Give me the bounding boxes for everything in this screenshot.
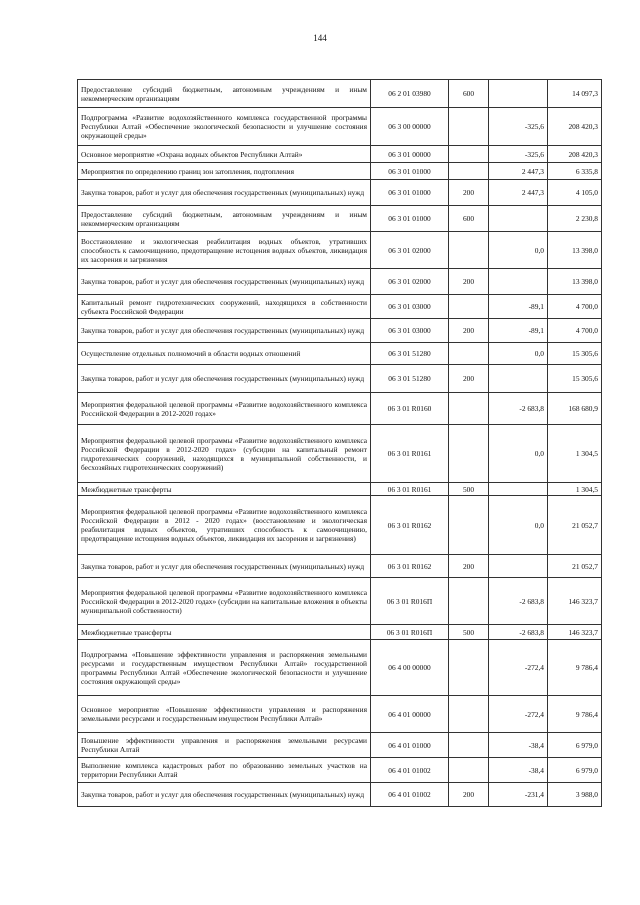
row-total-cell: 168 680,9 (548, 393, 602, 425)
table-row (78, 758, 602, 783)
row-code-cell: 06 4 00 00000 (371, 640, 449, 696)
row-name-cell: Основное мероприятие «Охрана водных объектов Республики Алтай» (78, 146, 371, 163)
row-name-cell: Основное мероприятие «Повышение эффективности управления и распоряжения земельными ресурсами и государственным имуществом Республики Алтай» (78, 696, 371, 733)
row-code-cell: 06 4 01 01002 (371, 758, 449, 783)
table-row (78, 425, 602, 483)
row-name-cell: Мероприятия федеральной целевой программы «Развитие водохозяйственного комплекса Российской Федерации в 2012-2020 годах» (субсидии на капитальный ремонт гидротехнических сооружений, находящихся в муниципальной собственности, и бесхозяйных гидротехнических сооружений) (78, 425, 371, 483)
row-total-cell: 15 305,6 (548, 343, 602, 365)
row-change-cell: -89,1 (489, 295, 548, 319)
table-row (78, 496, 602, 555)
table-row (78, 206, 602, 232)
row-code-cell: 06 4 01 00000 (371, 696, 449, 733)
row-code-cell: 06 3 01 R0161 (371, 425, 449, 483)
row-change-cell (489, 80, 548, 108)
table-row (78, 343, 602, 365)
row-code-cell: 06 3 01 03000 (371, 295, 449, 319)
row-total-cell: 4 700,0 (548, 319, 602, 343)
row-code-cell: 06 3 01 00000 (371, 146, 449, 163)
row-type-cell: 200 (449, 269, 489, 295)
table-row (78, 232, 602, 269)
row-name-cell: Закупка товаров, работ и услуг для обеспечения государственных (муниципальных) нужд (78, 365, 371, 393)
row-change-cell: -325,6 (489, 108, 548, 146)
row-change-cell: -231,4 (489, 783, 548, 807)
row-code-cell: 06 3 01 R0161 (371, 483, 449, 496)
row-name-cell: Закупка товаров, работ и услуг для обеспечения государственных (муниципальных) нужд (78, 269, 371, 295)
row-name-cell: Межбюджетные трансферты (78, 483, 371, 496)
budget-table-body (78, 80, 602, 807)
row-total-cell: 6 979,0 (548, 758, 602, 783)
row-code-cell: 06 2 01 03980 (371, 80, 449, 108)
row-total-cell: 146 323,7 (548, 578, 602, 625)
table-row (78, 180, 602, 206)
table-row (78, 578, 602, 625)
row-type-cell (449, 393, 489, 425)
row-type-cell (449, 108, 489, 146)
row-name-cell: Закупка товаров, работ и услуг для обеспечения государственных (муниципальных) нужд (78, 555, 371, 578)
row-total-cell: 9 786,4 (548, 696, 602, 733)
row-change-cell: -325,6 (489, 146, 548, 163)
row-code-cell: 06 4 01 01000 (371, 733, 449, 758)
row-name-cell: Закупка товаров, работ и услуг для обеспечения государственных (муниципальных) нужд (78, 180, 371, 206)
row-type-cell: 500 (449, 625, 489, 640)
row-code-cell: 06 3 01 02000 (371, 232, 449, 269)
row-type-cell (449, 496, 489, 555)
row-code-cell: 06 3 01 R0160 (371, 393, 449, 425)
row-code-cell: 06 3 01 02000 (371, 269, 449, 295)
row-total-cell: 21 052,7 (548, 555, 602, 578)
row-name-cell: Мероприятия федеральной целевой программы «Развитие водохозяйственного комплекса Российской Федерации в 2012 - 2020 годах» (восстановление и экологическая реабилитация водных объектов, утративших способность к самоочищению, предотвращение истощения водных объектов, ликвидация их засорения и загрязнения) (78, 496, 371, 555)
row-code-cell: 06 3 01 R016П (371, 625, 449, 640)
row-name-cell: Выполнение комплекса кадастровых работ по образованию земельных участков на территории Республики Алтай (78, 758, 371, 783)
row-name-cell: Осуществление отдельных полномочий в области водных отношений (78, 343, 371, 365)
table-row (78, 319, 602, 343)
table-row (78, 365, 602, 393)
table-row (78, 80, 602, 108)
row-total-cell: 14 097,3 (548, 80, 602, 108)
row-name-cell: Повышение эффективности управления и распоряжения земельными ресурсами Республики Алтай (78, 733, 371, 758)
row-total-cell: 1 304,5 (548, 425, 602, 483)
row-change-cell: 0,0 (489, 425, 548, 483)
row-change-cell (489, 269, 548, 295)
table-row (78, 783, 602, 807)
row-type-cell (449, 696, 489, 733)
row-change-cell (489, 555, 548, 578)
row-total-cell: 9 786,4 (548, 640, 602, 696)
row-code-cell: 06 4 01 01002 (371, 783, 449, 807)
row-change-cell: -272,4 (489, 696, 548, 733)
row-type-cell: 500 (449, 483, 489, 496)
row-code-cell: 06 3 01 01000 (371, 163, 449, 180)
row-change-cell: -2 683,8 (489, 625, 548, 640)
row-code-cell: 06 3 01 R0162 (371, 496, 449, 555)
row-code-cell: 06 3 01 R0162 (371, 555, 449, 578)
row-type-cell (449, 146, 489, 163)
row-code-cell: 06 3 01 01000 (371, 206, 449, 232)
row-total-cell: 208 420,3 (548, 108, 602, 146)
row-type-cell (449, 640, 489, 696)
row-code-cell: 06 3 01 01000 (371, 180, 449, 206)
row-change-cell: -272,4 (489, 640, 548, 696)
table-row (78, 483, 602, 496)
row-code-cell: 06 3 01 R016П (371, 578, 449, 625)
row-change-cell: 0,0 (489, 343, 548, 365)
row-change-cell: 2 447,3 (489, 163, 548, 180)
page-number: 144 (313, 33, 327, 43)
row-total-cell: 15 305,6 (548, 365, 602, 393)
row-change-cell: -89,1 (489, 319, 548, 343)
row-change-cell: 0,0 (489, 232, 548, 269)
row-change-cell: -38,4 (489, 733, 548, 758)
table-row (78, 295, 602, 319)
row-total-cell: 3 988,0 (548, 783, 602, 807)
table-row (78, 269, 602, 295)
table-row (78, 146, 602, 163)
row-type-cell (449, 758, 489, 783)
row-name-cell: Мероприятия федеральной целевой программы «Развитие водохозяйственного комплекса Российской Федерации в 2012-2020 годах» (78, 393, 371, 425)
row-change-cell: 2 447,3 (489, 180, 548, 206)
table-row (78, 733, 602, 758)
row-change-cell (489, 483, 548, 496)
row-total-cell: 208 420,3 (548, 146, 602, 163)
row-name-cell: Капитальный ремонт гидротехнических сооружений, находящихся в собственности субъекта Российской Федерации (78, 295, 371, 319)
row-name-cell: Мероприятия по определению границ зон затопления, подтопления (78, 163, 371, 180)
table-row (78, 163, 602, 180)
row-type-cell (449, 163, 489, 180)
row-type-cell (449, 343, 489, 365)
row-total-cell: 6 979,0 (548, 733, 602, 758)
row-total-cell: 2 230,8 (548, 206, 602, 232)
row-type-cell: 200 (449, 365, 489, 393)
row-type-cell (449, 733, 489, 758)
table-row (78, 625, 602, 640)
table-row (78, 696, 602, 733)
row-total-cell: 6 335,8 (548, 163, 602, 180)
table-row (78, 393, 602, 425)
row-name-cell: Подпрограмма «Развитие водохозяйственного комплекса государственной программы Республики Алтай «Обеспечение экологической безопасности и улучшение состояния окружающей среды» (78, 108, 371, 146)
row-total-cell: 4 700,0 (548, 295, 602, 319)
row-total-cell: 21 052,7 (548, 496, 602, 555)
budget-table (77, 79, 602, 807)
row-total-cell: 13 398,0 (548, 232, 602, 269)
row-type-cell (449, 425, 489, 483)
row-name-cell: Предоставление субсидий бюджетным, автономным учреждениям и иным некоммерческим организациям (78, 80, 371, 108)
row-type-cell: 200 (449, 555, 489, 578)
row-change-cell: -2 683,8 (489, 393, 548, 425)
row-name-cell: Закупка товаров, работ и услуг для обеспечения государственных (муниципальных) нужд (78, 783, 371, 807)
row-change-cell: -2 683,8 (489, 578, 548, 625)
table-row (78, 108, 602, 146)
row-total-cell: 13 398,0 (548, 269, 602, 295)
row-total-cell: 4 105,0 (548, 180, 602, 206)
row-type-cell (449, 295, 489, 319)
row-total-cell: 1 304,5 (548, 483, 602, 496)
row-type-cell: 600 (449, 206, 489, 232)
row-name-cell: Закупка товаров, работ и услуг для обеспечения государственных (муниципальных) нужд (78, 319, 371, 343)
row-code-cell: 06 3 00 00000 (371, 108, 449, 146)
row-type-cell: 200 (449, 319, 489, 343)
row-change-cell: 0,0 (489, 496, 548, 555)
row-name-cell: Восстановление и экологическая реабилитация водных объектов, утративших способность к самоочищению, предотвращение истощения водных объектов, ликвидация их засорения и загрязнения (78, 232, 371, 269)
row-type-cell (449, 578, 489, 625)
row-type-cell (449, 232, 489, 269)
row-code-cell: 06 3 01 51280 (371, 343, 449, 365)
row-type-cell: 600 (449, 80, 489, 108)
row-name-cell: Межбюджетные трансферты (78, 625, 371, 640)
row-name-cell: Предоставление субсидий бюджетным, автономным учреждениям и иным некоммерческим организациям (78, 206, 371, 232)
row-code-cell: 06 3 01 51280 (371, 365, 449, 393)
table-row (78, 555, 602, 578)
row-name-cell: Мероприятия федеральной целевой программы «Развитие водохозяйственного комплекса Российской Федерации в 2012-2020 годах» (субсидии на капитальные вложения в объекты муниципальной собственности) (78, 578, 371, 625)
row-change-cell (489, 206, 548, 232)
row-code-cell: 06 3 01 03000 (371, 319, 449, 343)
table-row (78, 640, 602, 696)
row-change-cell: -38,4 (489, 758, 548, 783)
row-total-cell: 146 323,7 (548, 625, 602, 640)
row-type-cell: 200 (449, 783, 489, 807)
row-name-cell: Подпрограмма «Повышение эффективности управления и распоряжения земельными ресурсами и государственным имуществом Республики Алтай» государственной программы Республики Алтай «Обеспечение экологической безопасности и улучшение состояния окружающей среды» (78, 640, 371, 696)
row-type-cell: 200 (449, 180, 489, 206)
row-change-cell (489, 365, 548, 393)
